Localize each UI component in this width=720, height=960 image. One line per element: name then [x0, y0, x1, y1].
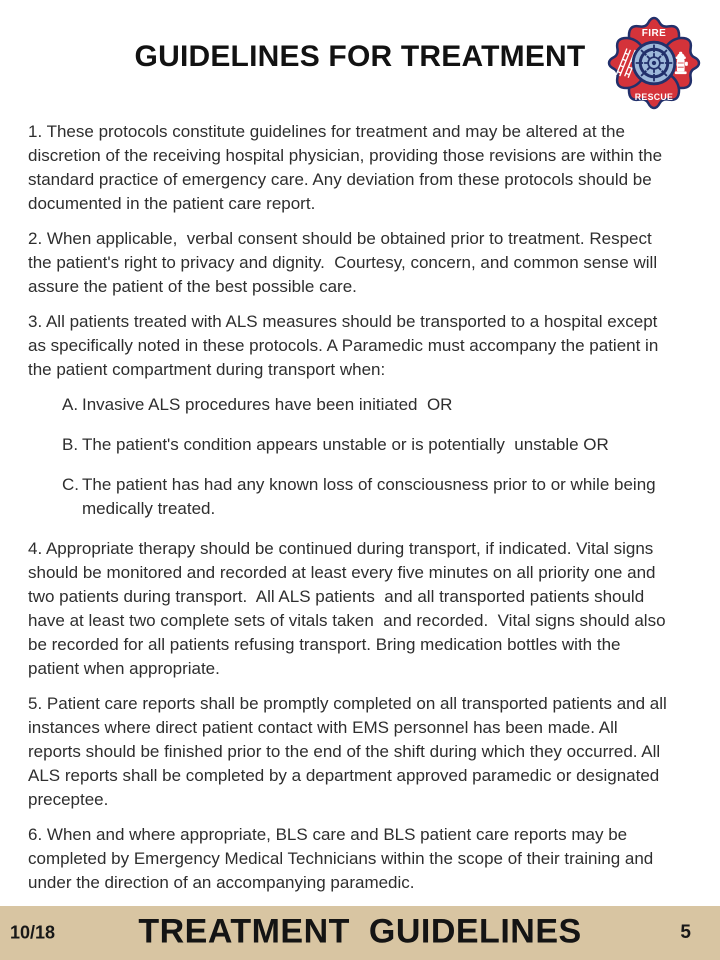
list-item-text: The patient's condition appears unstable or is potentially unstable OR: [82, 435, 609, 454]
list-item-text: Invasive ALS procedures have been initiated OR: [82, 395, 453, 414]
footer-band: [0, 906, 720, 960]
footer-date: 10/18: [10, 922, 56, 943]
list-marker: A.: [62, 395, 79, 414]
fire-rescue-logo-icon: [603, 13, 705, 113]
paragraph-6: 6. When and where appropriate, BLS care and BLS patient care reports may be completed by Emergency Medical Technicians within the scope of their training and under the direction of an accompanying paramedic.: [28, 825, 658, 892]
page-header: [0, 0, 720, 103]
footer-page-number: 5: [680, 922, 691, 943]
guidelines-body: [0, 74, 720, 895]
paragraph-2: 2. When applicable, verbal consent should be obtained prior to treatment. Respect the patient's right to privacy and dignity. Courtesy, concern, and common sense will assure the patient of the best possible care.: [28, 229, 662, 296]
list-item-a: [62, 393, 668, 417]
paragraph-1: 1. These protocols constitute guidelines for treatment and may be altered at the discretion of the receiving hospital physician, providing those revisions are within the standard practice of emergency care. Any deviation from these protocols should be documented in the patient care report.: [28, 122, 667, 213]
page-title: GUIDELINES FOR TREATMENT: [134, 40, 586, 73]
list-marker: C.: [62, 475, 79, 494]
transport-conditions-list: [28, 393, 668, 521]
ships-wheel-icon: [633, 42, 675, 84]
footer-title: TREATMENT GUIDELINES: [138, 912, 582, 951]
logo-rescue-label: RESCUE: [634, 92, 674, 103]
paragraph-5: 5. Patient care reports shall be promptly completed on all transported patients and all instances where direct patient contact with EMS personnel has been made. All reports should be finished prior to the end of the shift during which they occurred. All ALS reports shall be completed by a department approved paramedic or designated preceptee.: [28, 694, 672, 809]
list-item-b: [62, 433, 668, 457]
logo-fire-label: FIRE: [641, 27, 667, 39]
paragraph-4: 4. Appropriate therapy should be continued during transport, if indicated. Vital signs should be monitored and recorded at least every five minutes on all priority one and two patients during transport. All ALS patients and all transported patients should have at least two complete sets of vitals taken and recorded. Vital signs should also be recorded for all patients refusing transport. Bring medication bottles with the patient when appropriate.: [28, 539, 671, 678]
list-item-text: The patient has had any known loss of consciousness prior to or while being medically treated.: [82, 475, 661, 518]
list-marker: B.: [62, 435, 79, 454]
paragraph-3: 3. All patients treated with ALS measures should be transported to a hospital except as specifically noted in these protocols. A Paramedic must accompany the patient in the patient compartment during transport when:: [28, 312, 664, 379]
list-item-c: [62, 473, 668, 521]
